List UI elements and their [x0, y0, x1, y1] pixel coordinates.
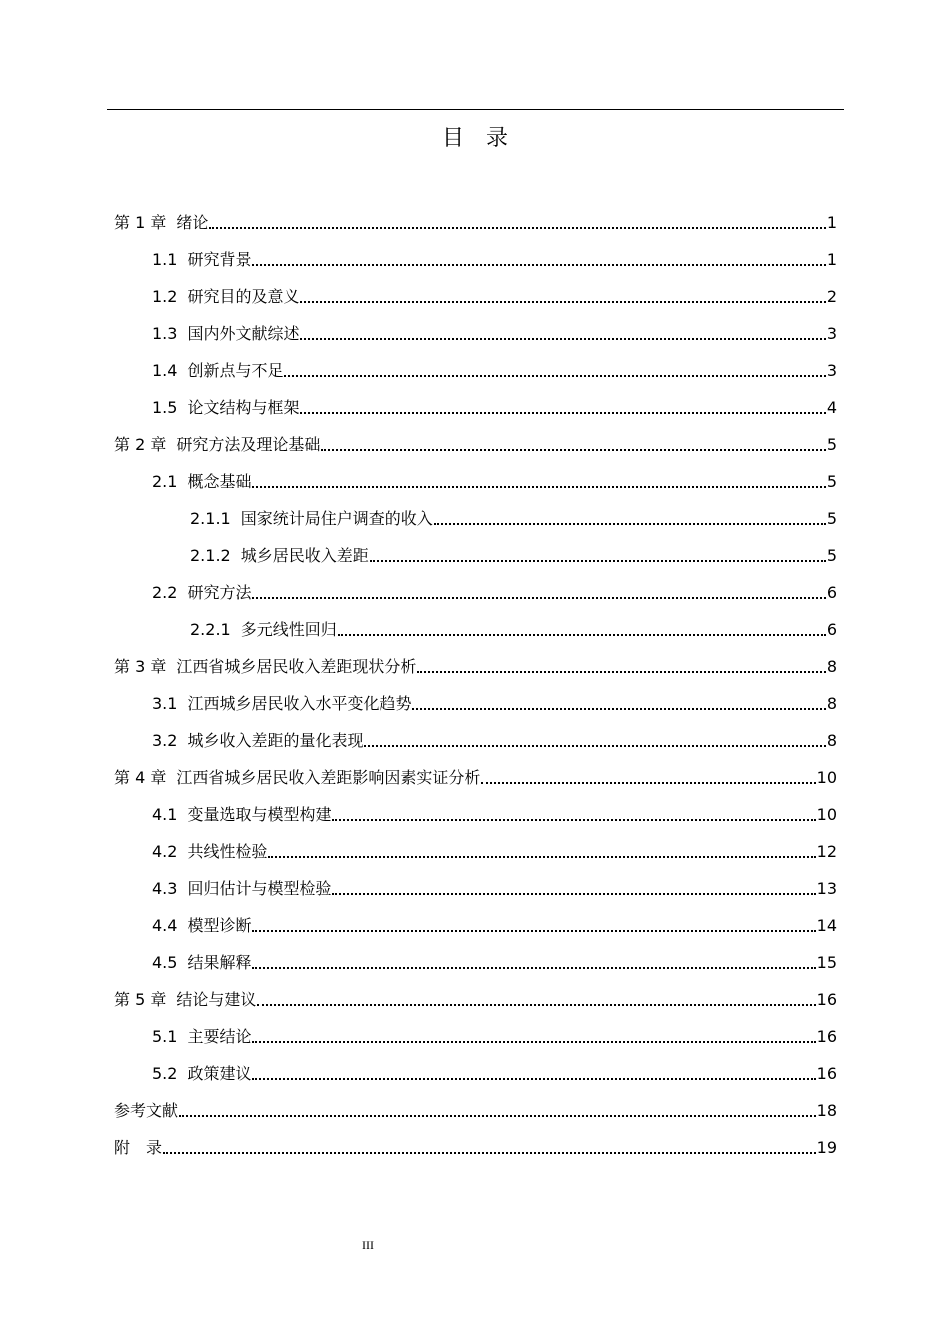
toc-entry[interactable]	[152, 245, 837, 271]
toc-entry-number: 第 4 章	[114, 768, 167, 787]
toc-entry-page: 8	[826, 731, 837, 750]
toc-dot-leader	[257, 1004, 815, 1006]
toc-entry-number: 第 3 章	[114, 657, 167, 676]
toc-entry-title: 主要结论	[187, 1027, 252, 1046]
toc-entry-number: 2.1.2	[190, 546, 231, 565]
toc-entry-number: 4.3	[152, 879, 178, 898]
toc-dot-leader	[338, 634, 826, 636]
toc-entry-number: 3.1	[152, 694, 178, 713]
toc-entry-number: 4.5	[152, 953, 178, 972]
toc-entry-number: 4.4	[152, 916, 178, 935]
toc-entry-number: 第 1 章	[114, 213, 167, 232]
toc-entry[interactable]	[152, 467, 837, 493]
toc-entry-page: 4	[826, 398, 837, 417]
toc-entry[interactable]	[114, 1096, 837, 1122]
toc-dot-leader	[332, 819, 815, 821]
toc-entry-title: 附 录	[114, 1138, 163, 1157]
toc-entry[interactable]	[152, 578, 837, 604]
toc-entry-number: 5.1	[152, 1027, 178, 1046]
toc-dot-leader	[284, 375, 825, 377]
toc-entry-page: 5	[826, 472, 837, 491]
toc-entry-title: 多元线性回归	[240, 620, 337, 639]
toc-entry-title: 城乡居民收入差距	[240, 546, 369, 565]
toc-entry-page: 1	[826, 250, 837, 269]
toc-dot-leader	[332, 893, 815, 895]
toc-entry-page: 6	[826, 620, 837, 639]
toc-dot-leader	[412, 708, 825, 710]
toc-entry-page: 6	[826, 583, 837, 602]
toc-entry-number: 第 2 章	[114, 435, 167, 454]
toc-entry[interactable]	[152, 1022, 837, 1048]
toc-entry-page: 16	[816, 1064, 837, 1083]
toc-entry-title: 模型诊断	[187, 916, 252, 935]
toc-entry-page: 16	[816, 990, 837, 1009]
toc-dot-leader	[252, 1078, 815, 1080]
toc-entry[interactable]	[152, 393, 837, 419]
toc-entry-title: 变量选取与模型构建	[187, 805, 332, 824]
toc-entry-page: 12	[816, 842, 837, 861]
toc-entry-number: 2.1	[152, 472, 178, 491]
toc-dot-leader	[300, 412, 825, 414]
toc-entry-title: 研究目的及意义	[187, 287, 300, 306]
toc-entry-page: 5	[826, 509, 837, 528]
toc-entry-page: 5	[826, 435, 837, 454]
toc-dot-leader	[163, 1152, 816, 1154]
toc-entry-page: 14	[816, 916, 837, 935]
toc-entry[interactable]	[152, 911, 837, 937]
toc-entry-page: 18	[816, 1101, 837, 1120]
toc-entry-number: 4.1	[152, 805, 178, 824]
toc-entry-title: 政策建议	[187, 1064, 252, 1083]
toc-entry-page: 8	[826, 657, 837, 676]
toc-entry-page: 10	[816, 805, 837, 824]
toc-entry-number: 3.2	[152, 731, 178, 750]
toc-entry[interactable]	[114, 430, 837, 456]
toc-entry-title: 研究背景	[187, 250, 252, 269]
toc-dot-leader	[252, 967, 815, 969]
toc-entry-title: 论文结构与框架	[187, 398, 300, 417]
toc-entry-page: 15	[816, 953, 837, 972]
header-rule	[107, 109, 844, 110]
toc-entry-title: 国内外文献综述	[187, 324, 300, 343]
toc-dot-leader	[300, 338, 825, 340]
toc-entry[interactable]	[152, 800, 837, 826]
toc-dot-leader	[209, 227, 825, 229]
toc-entry-page: 1	[826, 213, 837, 232]
toc-entry-number: 4.2	[152, 842, 178, 861]
toc-entry-title: 参考文献	[114, 1101, 179, 1120]
toc-entry-number: 2.1.1	[190, 509, 231, 528]
toc-entry[interactable]	[152, 948, 837, 974]
toc-dot-leader	[481, 782, 815, 784]
toc-dot-leader	[417, 671, 825, 673]
toc-entry[interactable]	[152, 837, 837, 863]
toc-entry-page: 10	[816, 768, 837, 787]
toc-entry[interactable]	[114, 763, 837, 789]
toc-dot-leader	[179, 1115, 816, 1117]
toc-entry-number: 5.2	[152, 1064, 178, 1083]
toc-dot-leader	[364, 745, 825, 747]
toc-entry-title: 共线性检验	[187, 842, 268, 861]
toc-entry-page: 5	[826, 546, 837, 565]
toc-entry-page: 2	[826, 287, 837, 306]
toc-entry[interactable]	[190, 504, 837, 530]
toc-entry-title: 江西省城乡居民收入差距影响因素实证分析	[176, 768, 481, 787]
toc-entry-title: 回归估计与模型检验	[187, 879, 332, 898]
toc-entry[interactable]	[114, 985, 837, 1011]
toc-entry-number: 1.3	[152, 324, 178, 343]
toc-entry-title: 结论与建议	[176, 990, 257, 1009]
toc-entry-title: 江西省城乡居民收入差距现状分析	[176, 657, 417, 676]
toc-entry-page: 3	[826, 361, 837, 380]
toc-dot-leader	[252, 264, 825, 266]
toc-entry[interactable]	[152, 282, 837, 308]
toc-dot-leader	[252, 486, 825, 488]
toc-entry-number: 第 5 章	[114, 990, 167, 1009]
toc-dot-leader	[300, 301, 825, 303]
toc-entry[interactable]	[190, 541, 837, 567]
toc-entry-page: 19	[816, 1138, 837, 1157]
toc-entry-number: 1.4	[152, 361, 178, 380]
toc-entry[interactable]	[152, 1059, 837, 1085]
toc-dot-leader	[268, 856, 815, 858]
toc-entry-number: 1.5	[152, 398, 178, 417]
toc-entry-title: 研究方法	[187, 583, 252, 602]
toc-entry-title: 绪论	[176, 213, 209, 232]
toc-entry[interactable]	[152, 726, 837, 752]
toc-entry[interactable]	[152, 319, 837, 345]
toc-entry[interactable]	[152, 689, 837, 715]
toc-entry-number: 1.1	[152, 250, 178, 269]
toc-entry-title: 研究方法及理论基础	[176, 435, 321, 454]
toc-entry[interactable]	[114, 208, 837, 234]
toc-entry-number: 2.2	[152, 583, 178, 602]
toc-dot-leader	[252, 1041, 815, 1043]
toc-dot-leader	[252, 930, 815, 932]
toc-entry-number: 2.2.1	[190, 620, 231, 639]
toc-entry[interactable]	[190, 615, 837, 641]
toc-entry-page: 8	[826, 694, 837, 713]
toc-entry[interactable]	[152, 356, 837, 382]
toc-dot-leader	[370, 560, 826, 562]
page-title: 目录	[441, 126, 530, 151]
toc-dot-leader	[321, 449, 825, 451]
toc-entry[interactable]	[114, 652, 837, 678]
page-number: III	[362, 1238, 374, 1252]
toc-entry-title: 国家统计局住户调查的收入	[240, 509, 433, 528]
toc-dot-leader	[252, 597, 825, 599]
toc-entry-title: 结果解释	[187, 953, 252, 972]
toc-entry-page: 3	[826, 324, 837, 343]
toc-dot-leader	[434, 523, 826, 525]
toc-entry[interactable]	[152, 874, 837, 900]
toc-entry-title: 创新点与不足	[187, 361, 284, 380]
toc-entry[interactable]	[114, 1133, 837, 1159]
toc-entry-title: 概念基础	[187, 472, 252, 491]
toc-entry-page: 16	[816, 1027, 837, 1046]
toc-entry-page: 13	[816, 879, 837, 898]
toc-entry-title: 城乡收入差距的量化表现	[187, 731, 364, 750]
toc-entry-title: 江西城乡居民收入水平变化趋势	[187, 694, 412, 713]
toc-entry-number: 1.2	[152, 287, 178, 306]
